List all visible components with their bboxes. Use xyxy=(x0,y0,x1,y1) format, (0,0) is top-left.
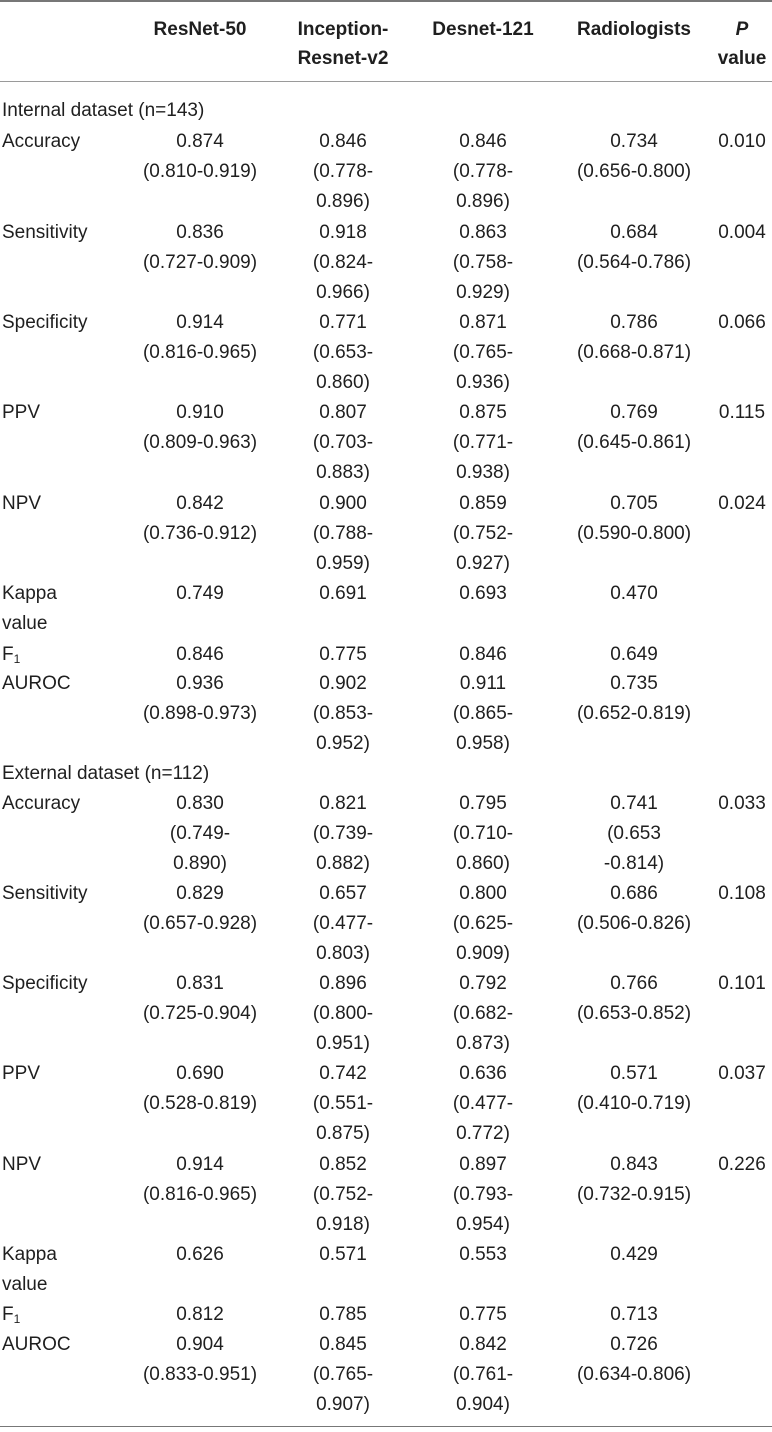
cell-external-specificity-inception: 0.896 (0.800- 0.951) xyxy=(312,973,374,1054)
cell-external-auroc-radiologists: 0.726 (0.634-0.806) xyxy=(576,1334,692,1385)
cell-external-accuracy-desnet: 0.795 (0.710- 0.860) xyxy=(452,793,514,874)
cell-external-specificity-desnet: 0.792 (0.682- 0.873) xyxy=(452,973,514,1054)
cell-internal-accuracy-desnet: 0.846 (0.778- 0.896) xyxy=(452,131,514,212)
cell-external-sensitivity-radiologists: 0.686 (0.506-0.826) xyxy=(576,883,692,934)
cell-external-sensitivity-inception: 0.657 (0.477- 0.803) xyxy=(312,883,374,964)
cell-external-f1-desnet: 0.775 xyxy=(459,1304,507,1325)
cell-internal-accuracy-p: 0.010 xyxy=(718,131,766,152)
cell-internal-auroc-resnet: 0.936 (0.898-0.973) xyxy=(142,673,258,724)
section-external-label: External dataset (n=112) xyxy=(2,763,210,784)
cell-external-specificity-p: 0.101 xyxy=(718,973,766,994)
row-label-external-kappa: Kappa value xyxy=(2,1244,57,1295)
cell-external-kappa-resnet: 0.626 xyxy=(176,1244,224,1265)
header-p-rest: value xyxy=(717,48,767,69)
cell-internal-accuracy-resnet: 0.874 (0.810-0.919) xyxy=(142,131,258,182)
cell-external-kappa-desnet: 0.553 xyxy=(459,1244,507,1265)
row-label-internal-npv: NPV xyxy=(2,493,42,514)
cell-external-specificity-resnet: 0.831 (0.725-0.904) xyxy=(142,973,258,1024)
cell-external-auroc-resnet: 0.904 (0.833-0.951) xyxy=(142,1334,258,1385)
cell-internal-sensitivity-p: 0.004 xyxy=(718,222,766,243)
cell-internal-npv-inception: 0.900 (0.788- 0.959) xyxy=(312,493,374,574)
cell-external-accuracy-radiologists: 0.741 (0.653 -0.814) xyxy=(603,793,665,874)
cell-external-f1-resnet: 0.812 xyxy=(176,1304,224,1325)
cell-internal-f1-radiologists: 0.649 xyxy=(610,644,658,665)
cell-internal-kappa-inception: 0.691 xyxy=(319,583,367,604)
row-label-internal-f1 xyxy=(2,640,20,670)
cell-internal-ppv-radiologists: 0.769 (0.645-0.861) xyxy=(576,402,692,453)
cell-internal-npv-radiologists: 0.705 (0.590-0.800) xyxy=(576,493,692,544)
cell-external-auroc-desnet: 0.842 (0.761- 0.904) xyxy=(452,1334,514,1415)
cell-internal-npv-desnet: 0.859 (0.752- 0.927) xyxy=(452,493,514,574)
cell-external-ppv-desnet: 0.636 (0.477- 0.772) xyxy=(452,1063,514,1144)
cell-internal-kappa-resnet: 0.749 xyxy=(176,583,224,604)
cell-external-kappa-inception: 0.571 xyxy=(319,1244,367,1265)
header-desnet-121: Desnet-121 xyxy=(432,19,534,40)
cell-external-ppv-inception: 0.742 (0.551- 0.875) xyxy=(312,1063,374,1144)
cell-internal-specificity-radiologists: 0.786 (0.668-0.871) xyxy=(576,312,692,363)
cell-internal-sensitivity-radiologists: 0.684 (0.564-0.786) xyxy=(576,222,692,273)
row-label-external-ppv: PPV xyxy=(2,1063,41,1084)
cell-external-npv-inception: 0.852 (0.752- 0.918) xyxy=(312,1154,374,1235)
cell-internal-ppv-resnet: 0.910 (0.809-0.963) xyxy=(142,402,258,453)
cell-internal-f1-resnet: 0.846 xyxy=(176,644,224,665)
cell-internal-specificity-p: 0.066 xyxy=(718,312,766,333)
cell-external-ppv-resnet: 0.690 (0.528-0.819) xyxy=(142,1063,258,1114)
cell-external-f1-inception: 0.785 xyxy=(319,1304,367,1325)
section-internal-label: Internal dataset (n=143) xyxy=(2,100,205,121)
cell-external-kappa-radiologists: 0.429 xyxy=(610,1244,658,1265)
cell-external-npv-desnet: 0.897 (0.793- 0.954) xyxy=(452,1154,514,1235)
cell-internal-sensitivity-inception: 0.918 (0.824- 0.966) xyxy=(312,222,374,303)
row-label-internal-kappa: Kappa value xyxy=(2,583,57,634)
header-p-letter: P xyxy=(735,19,749,40)
row-label-internal-specificity: Specificity xyxy=(2,312,88,333)
cell-external-sensitivity-p: 0.108 xyxy=(718,883,766,904)
cell-external-npv-p: 0.226 xyxy=(718,1154,766,1175)
cell-internal-ppv-p: 0.115 xyxy=(718,402,766,423)
row-label-internal-f1-text: F xyxy=(2,644,14,665)
cell-external-ppv-radiologists: 0.571 (0.410-0.719) xyxy=(576,1063,692,1114)
header-p-value xyxy=(712,15,772,73)
header-inception-resnet-v2: Inception- Resnet-v2 xyxy=(297,19,389,69)
cell-external-accuracy-inception: 0.821 (0.739- 0.882) xyxy=(312,793,374,874)
cell-external-accuracy-resnet: 0.830 (0.749- 0.890) xyxy=(169,793,231,874)
cell-internal-auroc-radiologists: 0.735 (0.652-0.819) xyxy=(576,673,692,724)
row-label-internal-sensitivity: Sensitivity xyxy=(2,222,88,243)
cell-external-ppv-p: 0.037 xyxy=(718,1063,766,1084)
row-label-internal-f1-subscript: 1 xyxy=(13,652,21,666)
cell-internal-specificity-resnet: 0.914 (0.816-0.965) xyxy=(142,312,258,363)
header-radiologists: Radiologists xyxy=(576,19,691,40)
cell-internal-kappa-radiologists: 0.470 xyxy=(610,583,658,604)
row-label-external-f1-text: F xyxy=(2,1304,14,1325)
table-top-rule xyxy=(0,0,772,2)
row-label-external-f1-subscript: 1 xyxy=(13,1312,21,1326)
row-label-external-auroc: AUROC xyxy=(2,1334,71,1355)
table-header-rule xyxy=(0,81,772,82)
cell-internal-f1-inception: 0.775 xyxy=(319,644,367,665)
cell-internal-auroc-inception: 0.902 (0.853- 0.952) xyxy=(312,673,374,754)
cell-external-sensitivity-resnet: 0.829 (0.657-0.928) xyxy=(142,883,258,934)
cell-internal-kappa-desnet: 0.693 xyxy=(459,583,507,604)
table-bottom-rule xyxy=(0,1426,772,1427)
cell-external-auroc-inception: 0.845 (0.765- 0.907) xyxy=(312,1334,374,1415)
row-label-external-npv: NPV xyxy=(2,1154,42,1175)
cell-external-npv-resnet: 0.914 (0.816-0.965) xyxy=(142,1154,258,1205)
cell-internal-ppv-inception: 0.807 (0.703- 0.883) xyxy=(312,402,374,483)
row-label-internal-ppv: PPV xyxy=(2,402,41,423)
row-label-external-sensitivity: Sensitivity xyxy=(2,883,88,904)
row-label-external-f1 xyxy=(2,1300,20,1330)
cell-external-accuracy-p: 0.033 xyxy=(718,793,766,814)
cell-external-specificity-radiologists: 0.766 (0.653-0.852) xyxy=(576,973,692,1024)
cell-internal-npv-resnet: 0.842 (0.736-0.912) xyxy=(142,493,258,544)
cell-internal-sensitivity-resnet: 0.836 (0.727-0.909) xyxy=(142,222,258,273)
row-label-internal-accuracy: Accuracy xyxy=(2,131,81,152)
cell-external-f1-radiologists: 0.713 xyxy=(610,1304,658,1325)
cell-internal-auroc-desnet: 0.911 (0.865- 0.958) xyxy=(452,673,514,754)
cell-internal-accuracy-inception: 0.846 (0.778- 0.896) xyxy=(312,131,374,212)
row-label-external-specificity: Specificity xyxy=(2,973,88,994)
cell-internal-f1-desnet: 0.846 xyxy=(459,644,507,665)
cell-internal-specificity-inception: 0.771 (0.653- 0.860) xyxy=(312,312,374,393)
header-resnet-50: ResNet-50 xyxy=(153,19,247,40)
cell-internal-specificity-desnet: 0.871 (0.765- 0.936) xyxy=(452,312,514,393)
row-label-external-accuracy: Accuracy xyxy=(2,793,81,814)
cell-internal-ppv-desnet: 0.875 (0.771- 0.938) xyxy=(452,402,514,483)
cell-internal-accuracy-radiologists: 0.734 (0.656-0.800) xyxy=(576,131,692,182)
cell-internal-npv-p: 0.024 xyxy=(718,493,766,514)
row-label-internal-auroc: AUROC xyxy=(2,673,71,694)
cell-external-npv-radiologists: 0.843 (0.732-0.915) xyxy=(576,1154,692,1205)
cell-external-sensitivity-desnet: 0.800 (0.625- 0.909) xyxy=(452,883,514,964)
cell-internal-sensitivity-desnet: 0.863 (0.758- 0.929) xyxy=(452,222,514,303)
